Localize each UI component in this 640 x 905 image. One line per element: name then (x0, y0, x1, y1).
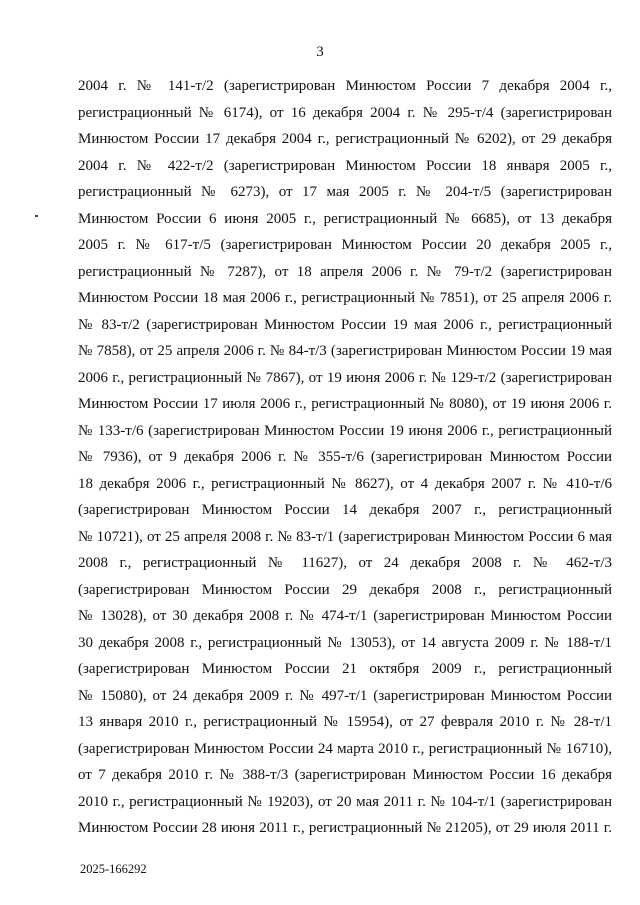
text-line: 30 декабря 2008 г., регистрационный № 13053), от 14 августа 2009 г. № 188-т/1 (78, 634, 612, 651)
text-line: 13 января 2010 г., регистрационный № 15954), от 27 февраля 2010 г. № 28-т/1 (78, 714, 612, 730)
text-line: 2008 г., регистрационный № 11627), от 24 декабря 2008 г. № 462-т/3 (78, 555, 612, 571)
text-line: (зарегистрирован Минюстом России 21 октября 2009 г., регистрационный (78, 661, 612, 677)
text-line: № 83-т/2 (зарегистрирован Минюстом России 19 мая 2006 г., регистрационный (78, 316, 612, 333)
text-line: № 7858), от 25 апреля 2006 г. № 84-т/3 (зарегистрирован Минюстом России 19 мая (78, 343, 612, 359)
body-text (78, 73, 612, 842)
text-line: 2010 г., регистрационный № 19203), от 20 мая 2011 г. № 104-т/1 (зарегистрирован (78, 793, 612, 810)
text-line: 2004 г. № 422-т/2 (зарегистрирован Минюстом России 18 января 2005 г., (78, 157, 612, 174)
text-line: 2005 г. № 617-т/5 (зарегистрирован Минюстом России 20 декабря 2005 г., (78, 237, 612, 253)
text-line: Минюстом России 17 декабря 2004 г., регистрационный № 6202), от 29 декабря (78, 131, 612, 147)
text-line: Минюстом России 17 июля 2006 г., регистрационный № 8080), от 19 июня 2006 г. (78, 396, 612, 412)
text-line: (зарегистрирован Минюстом России 29 декабря 2008 г., регистрационный (78, 581, 612, 598)
text-line: (зарегистрирован Минюстом России 24 марта 2010 г., регистрационный № 16710), (78, 740, 612, 757)
text-line: регистрационный № 7287), от 18 апреля 2006 г. № 79-т/2 (зарегистрирован (78, 263, 612, 280)
text-line: № 133-т/6 (зарегистрирован Минюстом России 19 июня 2006 г., регистрационный (78, 422, 612, 439)
text-line: Минюстом России 28 июня 2011 г., регистрационный № 21205), от 29 июля 2011 г. (78, 820, 612, 836)
text-line: № 7936), от 9 декабря 2006 г. № 355-т/6 (зарегистрирован Минюстом России (78, 449, 612, 465)
document-id: 2025-166292 (80, 862, 147, 876)
text-line: 18 декабря 2006 г., регистрационный № 8627), от 4 декабря 2007 г. № 410-т/6 (78, 475, 612, 492)
margin-mark (35, 215, 38, 217)
text-line: Минюстом России 18 мая 2006 г., регистрационный № 7851), от 25 апреля 2006 г. (78, 290, 612, 306)
text-line: № 13028), от 30 декабря 2008 г. № 474-т/1 (зарегистрирован Минюстом России (78, 608, 612, 624)
text-line: Минюстом России 6 июня 2005 г., регистрационный № 6685), от 13 декабря (78, 210, 612, 227)
text-line: № 10721), от 25 апреля 2008 г. № 83-т/1 (зарегистрирован Минюстом России 6 мая (78, 528, 612, 545)
text-line: (зарегистрирован Минюстом России 14 декабря 2007 г., регистрационный (78, 502, 612, 518)
text-line: регистрационный № 6174), от 16 декабря 2004 г. № 295-т/4 (зарегистрирован (78, 104, 612, 121)
text-line: № 15080), от 24 декабря 2009 г. № 497-т/1 (зарегистрирован Минюстом России (78, 687, 612, 704)
text-line: 2004 г. № 141-т/2 (зарегистрирован Минюстом России 7 декабря 2004 г., (78, 78, 612, 94)
text-line: регистрационный № 6273), от 17 мая 2005 г. № 204-т/5 (зарегистрирован (78, 184, 612, 200)
page-number: 3 (316, 44, 324, 60)
text-line: от 7 декабря 2010 г. № 388-т/3 (зарегистрирован Минюстом России 16 декабря (78, 767, 612, 783)
text-line: 2006 г., регистрационный № 7867), от 19 июня 2006 г. № 129-т/2 (зарегистрирован (78, 369, 612, 386)
